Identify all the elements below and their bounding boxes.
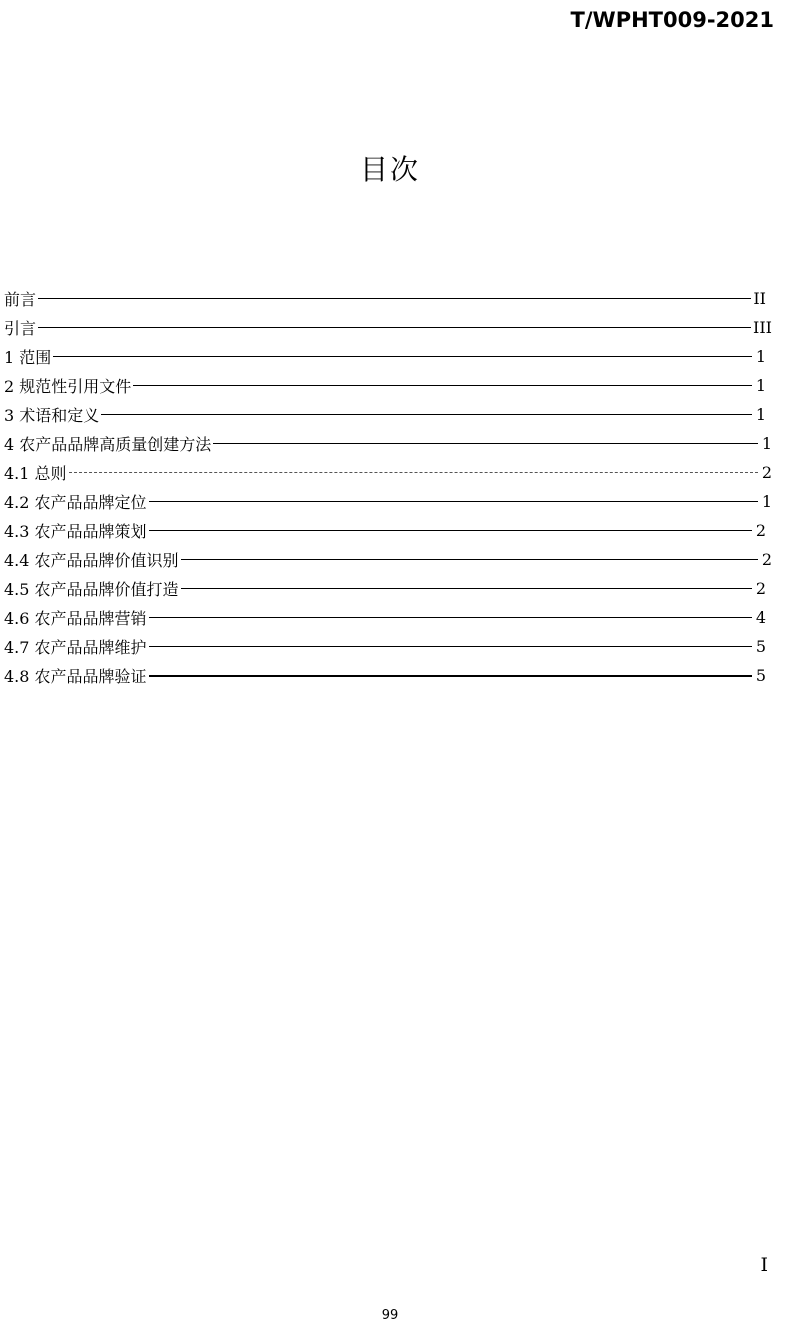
toc-entry-4-3[interactable] (4, 516, 772, 545)
toc-leader-line (149, 646, 752, 647)
toc-entry-label: 引言 (4, 319, 37, 338)
toc-leader-line (53, 356, 752, 357)
toc-leader-line (149, 617, 752, 618)
toc-entry-page: 5 (755, 637, 766, 656)
toc-entry-label: 2 规范性引用文件 (4, 377, 132, 396)
toc-entry-page: 1 (761, 434, 772, 453)
toc-entry-scope[interactable] (4, 342, 772, 371)
toc-entry-page: III (753, 318, 772, 337)
toc-entry-label: 4.2 农产品品牌定位 (4, 493, 147, 512)
toc-entry-label: 1 范围 (4, 348, 52, 367)
toc-entry-4-5[interactable] (4, 574, 772, 603)
toc-entry-4-1[interactable] (4, 458, 772, 487)
toc-entry-4-8[interactable] (4, 661, 772, 690)
table-of-contents (4, 284, 772, 690)
toc-entry-introduction[interactable] (4, 313, 772, 342)
toc-leader-line (181, 588, 752, 589)
toc-entry-page: 1 (755, 347, 766, 366)
toc-entry-page: 4 (755, 608, 766, 627)
toc-entry-page: 1 (755, 405, 766, 424)
toc-entry-label: 4.6 农产品品牌营销 (4, 609, 147, 628)
toc-title: 目次 (359, 153, 420, 186)
roman-page-number: I (760, 1254, 768, 1276)
toc-entry-label: 4.1 总则 (4, 464, 67, 483)
toc-entry-label: 4 农产品品牌高质量创建方法 (4, 435, 212, 454)
toc-entry-4-2[interactable] (4, 487, 772, 516)
toc-entry-page: 1 (761, 492, 772, 511)
toc-entry-label: 4.8 农产品品牌验证 (4, 667, 147, 686)
toc-entry-page: 5 (755, 666, 766, 685)
toc-entry-section-4[interactable] (4, 429, 772, 458)
document-code: T/WPHT009-2021 (570, 8, 774, 32)
toc-entry-label: 3 术语和定义 (4, 406, 100, 425)
toc-entry-label: 4.7 农产品品牌维护 (4, 638, 147, 657)
toc-entry-page: 2 (761, 463, 772, 482)
page-number: 99 (381, 1308, 399, 1323)
toc-entry-label: 4.5 农产品品牌价值打造 (4, 580, 179, 599)
toc-entry-4-6[interactable] (4, 603, 772, 632)
toc-leader-line (38, 298, 751, 299)
toc-entry-foreword[interactable] (4, 284, 772, 313)
toc-entry-page: 2 (761, 550, 772, 569)
toc-entry-page: II (753, 289, 766, 308)
toc-entry-page: 1 (755, 376, 766, 395)
toc-leader-line (69, 472, 758, 473)
toc-leader-line (133, 385, 752, 386)
toc-leader-line (149, 501, 758, 502)
toc-entry-4-7[interactable] (4, 632, 772, 661)
toc-entry-page: 2 (755, 521, 766, 540)
toc-entry-terms-definitions[interactable] (4, 400, 772, 429)
toc-entry-normative-references[interactable] (4, 371, 772, 400)
toc-leader-line (101, 414, 752, 415)
toc-leader-line (181, 559, 758, 560)
toc-leader-line (213, 443, 758, 444)
toc-leader-line (149, 530, 752, 531)
toc-leader-line (149, 675, 752, 677)
toc-entry-page: 2 (755, 579, 766, 598)
toc-entry-label: 4.4 农产品品牌价值识别 (4, 551, 179, 570)
toc-entry-label: 4.3 农产品品牌策划 (4, 522, 147, 541)
toc-leader-line (38, 327, 751, 328)
toc-entry-label: 前言 (4, 290, 37, 309)
toc-entry-4-4[interactable] (4, 545, 772, 574)
